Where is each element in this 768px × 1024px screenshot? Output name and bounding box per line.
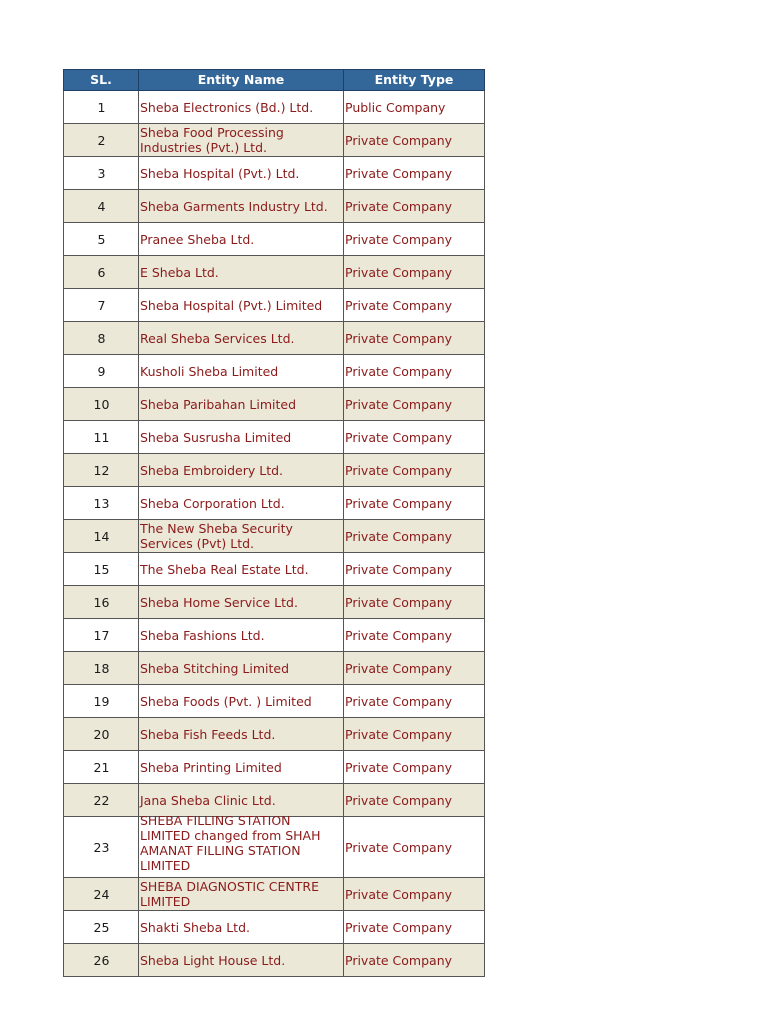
entity-name-cell[interactable] (139, 256, 344, 289)
sl-cell-text: 8 (97, 330, 106, 346)
table-row (64, 652, 485, 685)
entity-type-cell[interactable] (344, 685, 485, 718)
sl-cell-text: 18 (93, 660, 110, 676)
sl-cell-text: 24 (93, 886, 110, 902)
entity-name-cell[interactable] (139, 124, 344, 157)
sl-cell[interactable] (64, 223, 139, 256)
entity-type-cell[interactable] (344, 751, 485, 784)
entity-type-cell-text: Private Company (345, 660, 453, 676)
entity-type-cell[interactable] (344, 421, 485, 454)
table-row (64, 751, 485, 784)
table-row (64, 256, 485, 289)
entity-name-cell-text: Kusholi Sheba Limited (140, 363, 279, 379)
sl-cell[interactable] (64, 817, 139, 878)
entity-type-cell[interactable] (344, 520, 485, 553)
entity-type-cell[interactable] (344, 454, 485, 487)
sl-cell[interactable] (64, 388, 139, 421)
entity-type-cell-text: Private Company (345, 297, 453, 313)
table-row (64, 784, 485, 817)
table-row (64, 878, 485, 911)
entity-name-cell[interactable] (139, 944, 344, 977)
sl-cell-text: 7 (97, 297, 106, 313)
sl-cell[interactable] (64, 421, 139, 454)
entity-type-cell-text: Private Company (345, 231, 453, 247)
sl-cell-text: 26 (93, 952, 110, 968)
entity-name-cell-text: Sheba Home Service Ltd. (140, 594, 298, 610)
entity-type-cell[interactable] (344, 586, 485, 619)
sl-cell-text: 25 (93, 919, 110, 935)
entity-type-cell[interactable] (344, 652, 485, 685)
header-row (64, 70, 485, 91)
entity-type-cell-text: Private Company (345, 429, 453, 445)
sl-cell-text: 1 (97, 99, 106, 115)
sl-cell[interactable] (64, 487, 139, 520)
entity-type-cell-text: Private Company (345, 594, 453, 610)
sl-cell[interactable] (64, 355, 139, 388)
entity-type-cell-text: Private Company (345, 330, 453, 346)
table-row (64, 619, 485, 652)
table-row (64, 421, 485, 454)
entity-name-cell-text: Sheba Susrusha Limited (140, 429, 292, 445)
sl-cell-text: 6 (97, 264, 106, 280)
entity-type-cell[interactable] (344, 91, 485, 124)
sl-cell-text: 5 (97, 231, 106, 247)
entity-type-cell[interactable] (344, 190, 485, 223)
entity-name-cell[interactable] (139, 223, 344, 256)
sl-cell[interactable] (64, 289, 139, 322)
table-row (64, 91, 485, 124)
entity-type-cell[interactable] (344, 289, 485, 322)
entity-name-cell[interactable] (139, 911, 344, 944)
entity-name-cell-text: The Sheba Real Estate Ltd. (140, 561, 309, 577)
entity-name-cell[interactable] (139, 784, 344, 817)
entity-name-cell-text: Sheba Paribahan Limited (140, 396, 297, 412)
entity-name-cell[interactable] (139, 322, 344, 355)
entity-type-cell-text: Private Company (345, 363, 453, 379)
entity-name-cell-text: Shakti Sheba Ltd. (140, 919, 250, 935)
sl-cell-text: 3 (97, 165, 106, 181)
entity-name-cell[interactable] (139, 878, 344, 911)
table-row (64, 817, 485, 878)
header-sl: SL. (64, 70, 139, 91)
entity-type-cell-text: Private Company (345, 165, 453, 181)
sl-cell[interactable] (64, 157, 139, 190)
entity-type-cell[interactable] (344, 878, 485, 911)
table-row (64, 586, 485, 619)
entity-type-cell[interactable] (344, 223, 485, 256)
table-row (64, 322, 485, 355)
entity-type-cell[interactable] (344, 553, 485, 586)
entity-name-cell-text: SHEBA DIAGNOSTIC CENTRE LIMITED (140, 879, 320, 909)
entity-type-cell-text: Private Company (345, 462, 453, 478)
sl-cell-text: 22 (93, 792, 110, 808)
entity-type-cell[interactable] (344, 388, 485, 421)
sl-cell-text: 12 (93, 462, 110, 478)
sl-cell[interactable] (64, 454, 139, 487)
table-row (64, 289, 485, 322)
entity-name-cell[interactable] (139, 388, 344, 421)
table-row (64, 157, 485, 190)
entity-type-cell[interactable] (344, 911, 485, 944)
sl-cell-text: 21 (93, 759, 110, 775)
entity-type-cell[interactable] (344, 817, 485, 878)
sl-cell[interactable] (64, 652, 139, 685)
entity-name-cell-text: Sheba Fashions Ltd. (140, 627, 265, 643)
entity-type-cell[interactable] (344, 322, 485, 355)
entity-type-cell-text: Private Company (345, 396, 453, 412)
entity-name-cell-text: Sheba Hospital (Pvt.) Ltd. (140, 165, 300, 181)
sl-cell[interactable] (64, 685, 139, 718)
sl-cell[interactable] (64, 91, 139, 124)
entity-name-cell-text: Pranee Sheba Ltd. (140, 231, 255, 247)
sl-cell[interactable] (64, 718, 139, 751)
header-entity-name: Entity Name (139, 70, 344, 91)
entity-type-cell[interactable] (344, 355, 485, 388)
sl-cell-text: 17 (93, 627, 110, 643)
table-row (64, 718, 485, 751)
entity-type-cell-text: Private Company (345, 627, 453, 643)
entity-type-cell-text: Private Company (345, 792, 453, 808)
entity-name-cell[interactable] (139, 652, 344, 685)
table-row (64, 944, 485, 977)
entity-name-cell[interactable] (139, 718, 344, 751)
sl-cell-text: 10 (93, 396, 110, 412)
entity-name-cell[interactable] (139, 619, 344, 652)
sl-cell[interactable] (64, 520, 139, 553)
entity-type-cell-text: Private Company (345, 561, 453, 577)
sl-cell[interactable] (64, 619, 139, 652)
entity-name-cell-text: Jana Sheba Clinic Ltd. (140, 792, 276, 808)
sl-cell-text: 11 (93, 429, 110, 445)
table-row (64, 388, 485, 421)
entity-type-cell-text: Private Company (345, 132, 453, 148)
table-row (64, 520, 485, 553)
entity-name-cell-text: Sheba Printing Limited (140, 759, 282, 775)
sl-cell[interactable] (64, 553, 139, 586)
sl-cell-text: 15 (93, 561, 110, 577)
entity-type-cell-text: Private Company (345, 919, 453, 935)
header-entity-type: Entity Type (344, 70, 485, 91)
table-row (64, 190, 485, 223)
sl-cell[interactable] (64, 124, 139, 157)
sl-cell[interactable] (64, 784, 139, 817)
entity-type-cell-text: Public Company (345, 99, 446, 115)
sl-cell[interactable] (64, 586, 139, 619)
sl-cell-text: 2 (97, 132, 106, 148)
table-row (64, 454, 485, 487)
entity-name-cell-text: Sheba Electronics (Bd.) Ltd. (140, 99, 314, 115)
entity-type-cell[interactable] (344, 256, 485, 289)
entity-name-cell[interactable] (139, 289, 344, 322)
entity-type-cell-text: Private Company (345, 886, 453, 902)
sl-cell[interactable] (64, 751, 139, 784)
entity-type-cell-text: Private Company (345, 839, 453, 855)
entity-type-cell-text: Private Company (345, 726, 453, 742)
entity-name-cell-text: Real Sheba Services Ltd. (140, 330, 295, 346)
entity-name-cell[interactable] (139, 553, 344, 586)
entity-type-cell[interactable] (344, 718, 485, 751)
entity-name-cell-text: Sheba Fish Feeds Ltd. (140, 726, 276, 742)
entity-name-cell[interactable] (139, 454, 344, 487)
entity-table (63, 69, 485, 977)
table-row (64, 911, 485, 944)
entity-name-cell-text: Sheba Embroidery Ltd. (140, 462, 284, 478)
entity-name-cell[interactable] (139, 520, 344, 553)
entity-type-cell[interactable] (344, 157, 485, 190)
entity-name-cell-text: Sheba Foods (Pvt. ) Limited (140, 693, 312, 709)
entity-type-cell-text: Private Company (345, 693, 453, 709)
entity-name-cell[interactable] (139, 355, 344, 388)
entity-name-cell[interactable] (139, 190, 344, 223)
entity-name-cell[interactable] (139, 487, 344, 520)
sl-cell-text: 14 (93, 528, 110, 544)
sl-cell[interactable] (64, 911, 139, 944)
table-row (64, 223, 485, 256)
entity-name-cell[interactable] (139, 157, 344, 190)
entity-name-cell[interactable] (139, 685, 344, 718)
entity-name-cell[interactable] (139, 91, 344, 124)
entity-type-cell-text: Private Company (345, 952, 453, 968)
sl-cell-text: 16 (93, 594, 110, 610)
entity-type-cell-text: Private Company (345, 528, 453, 544)
table-row (64, 124, 485, 157)
entity-type-cell[interactable] (344, 487, 485, 520)
entity-type-cell-text: Private Company (345, 759, 453, 775)
entity-type-cell[interactable] (344, 124, 485, 157)
entity-type-cell[interactable] (344, 944, 485, 977)
sl-cell[interactable] (64, 322, 139, 355)
entity-name-cell[interactable] (139, 421, 344, 454)
table-row (64, 355, 485, 388)
sl-cell[interactable] (64, 256, 139, 289)
table-row (64, 553, 485, 586)
sl-cell-text: 9 (97, 363, 106, 379)
sl-cell[interactable] (64, 944, 139, 977)
entity-name-cell[interactable] (139, 751, 344, 784)
sl-cell-text: 13 (93, 495, 110, 511)
entity-name-cell[interactable] (139, 813, 344, 878)
entity-type-cell-text: Private Company (345, 198, 453, 214)
entity-name-cell-text: Sheba Food Processing Industries (Pvt.) Ltd. (140, 125, 284, 155)
sl-cell-text: 20 (93, 726, 110, 742)
table-row (64, 487, 485, 520)
entity-name-cell-text: Sheba Light House Ltd. (140, 952, 286, 968)
sl-cell-text: 4 (97, 198, 106, 214)
entity-name-cell[interactable] (139, 586, 344, 619)
entity-name-cell-text: Sheba Hospital (Pvt.) Limited (140, 297, 323, 313)
entity-type-cell[interactable] (344, 784, 485, 817)
sl-cell[interactable] (64, 878, 139, 911)
entity-name-cell-text: Sheba Garments Industry Ltd. (140, 198, 328, 214)
entity-name-cell-text: Sheba Stitching Limited (140, 660, 290, 676)
entity-name-cell-text: The New Sheba Security Services (Pvt) Ltd. (140, 521, 293, 551)
entity-name-cell-text: Sheba Corporation Ltd. (140, 495, 285, 511)
sl-cell-text: 19 (93, 693, 110, 709)
entity-type-cell-text: Private Company (345, 495, 453, 511)
table-row (64, 685, 485, 718)
entity-type-cell[interactable] (344, 619, 485, 652)
sl-cell-text: 23 (93, 839, 110, 855)
entity-type-cell-text: Private Company (345, 264, 453, 280)
sl-cell[interactable] (64, 190, 139, 223)
entity-name-cell-text: E Sheba Ltd. (140, 264, 219, 280)
entity-name-cell-text: SHEBA FILLING STATION LIMITED changed from SHAH AMANAT FILLING STATION LIMITED (140, 813, 321, 873)
